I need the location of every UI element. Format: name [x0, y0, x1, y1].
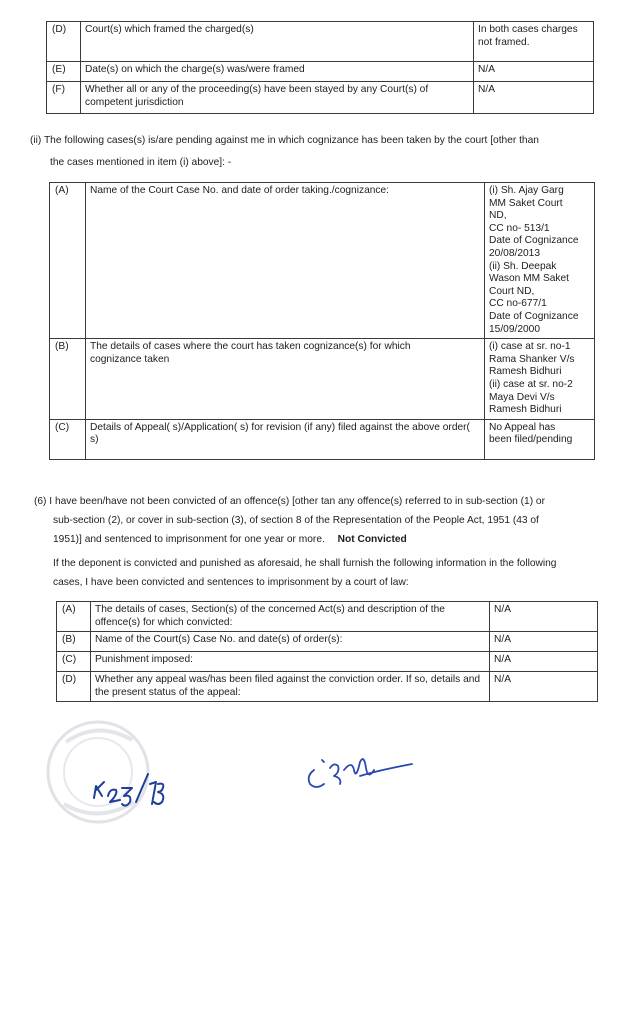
table-row: [50, 339, 595, 420]
paragraph-line: (ii) The following cases(s) is/are pending against me in which cognizance has been taken by the court [other than: [30, 135, 539, 146]
row-value: N/A: [474, 82, 594, 114]
conviction-table: [56, 601, 598, 702]
value-line: 15/09/2000: [489, 323, 540, 335]
row-label: (B): [57, 632, 91, 652]
value-line: ND,: [489, 210, 507, 222]
conviction-status: Not Convicted: [337, 534, 407, 545]
value-line: (ii) Sh. Deepak: [489, 260, 557, 272]
value-line: been filed/pending: [489, 434, 573, 446]
pending-cases-paragraph: [30, 131, 610, 172]
value-line: CC no- 513/1: [489, 222, 550, 234]
value-line: Maya Devi V/s: [489, 391, 555, 403]
row-description: Court(s) which framed the charged(s): [81, 22, 474, 62]
row-value: In both cases charges not framed.: [474, 22, 594, 62]
row-value: N/A: [474, 62, 594, 82]
conviction-paragraph: [34, 492, 614, 549]
paragraph-line-with-status: [34, 530, 614, 549]
value-line: Date of Cognizance: [489, 310, 579, 322]
value-line: Ramesh Bidhuri: [489, 404, 562, 416]
paragraph-line: the cases mentioned in item (i) above]: -: [50, 157, 232, 168]
signature: [300, 740, 430, 800]
row-label: (E): [47, 62, 81, 82]
table-row: [57, 632, 598, 652]
charges-table: [46, 21, 594, 114]
paragraph-line: If the deponent is convicted and punished as aforesaid, he shall furnish the following information in the following: [53, 558, 557, 569]
table-row: [57, 672, 598, 702]
value-line: 20/08/2013: [489, 247, 540, 259]
row-label: (C): [50, 419, 86, 459]
row-label: (B): [50, 339, 86, 420]
row-description: The details of cases, Section(s) of the concerned Act(s) and description of the offence(s) for which convicted:: [91, 602, 490, 632]
row-label: (C): [57, 652, 91, 672]
row-description: The details of cases where the court has taken cognizance(s) for which cognizance taken: [86, 339, 485, 420]
value-line: (ii) case at sr. no-2: [489, 378, 573, 390]
row-description: Name of the Court(s) Case No. and date(s) of order(s):: [91, 632, 490, 652]
value-line: Rama Shanker V/s: [489, 353, 575, 365]
row-label: (D): [57, 672, 91, 702]
stamp-handwritten-date: [94, 774, 163, 806]
row-value: [485, 339, 595, 420]
table-row: [50, 183, 595, 339]
row-label: (D): [47, 22, 81, 62]
value-line: Ramesh Bidhuri: [489, 366, 562, 378]
row-value: [485, 183, 595, 339]
table-row: [57, 602, 598, 632]
row-description: Details of Appeal( s)/Application( s) for revision (if any) filed against the above order( s): [86, 419, 485, 459]
value-line: Wason MM Saket: [489, 273, 570, 285]
notary-stamp: [36, 712, 166, 832]
row-description: Date(s) on which the charge(s) was/were framed: [81, 62, 474, 82]
paragraph-line: sub-section (2), or cover in sub-section (3), of section 8 of the Representation of the People Act, 1951 (43 of: [53, 515, 539, 526]
paragraph-line: (6) I have been/have not been convicted of an offence(s) [other tan any offence(s) referred to in sub-section (1) or: [34, 496, 545, 507]
deponent-paragraph: [53, 554, 613, 592]
row-value: N/A: [490, 602, 598, 632]
value-line: No Appeal has: [489, 421, 556, 433]
row-label: (A): [57, 602, 91, 632]
row-description: Name of the Court Case No. and date of order taking./cognizance:: [86, 183, 485, 339]
table-row: [47, 22, 594, 62]
value-line: (i) Sh. Ajay Garg: [489, 185, 564, 196]
row-description: Whether any appeal was/has been filed against the conviction order. If so, details and the present status of the appeal:: [91, 672, 490, 702]
row-value: N/A: [490, 652, 598, 672]
paragraph-line: cases, I have been convicted and sentences to imprisonment by a court of law:: [53, 577, 409, 588]
cognizance-table: [49, 182, 595, 460]
value-line: Date of Cognizance: [489, 235, 579, 247]
table-row: [47, 82, 594, 114]
row-value: N/A: [490, 632, 598, 652]
paragraph-line: 1951)] and sentenced to imprisonment for one year or more.: [53, 534, 325, 545]
value-line: MM Saket Court: [489, 197, 563, 209]
row-label: (F): [47, 82, 81, 114]
value-line: CC no-677/1: [489, 298, 547, 310]
value-line: Court ND,: [489, 285, 535, 297]
row-label: (A): [50, 183, 86, 339]
table-row: [47, 62, 594, 82]
value-line: (i) case at sr. no-1: [489, 341, 571, 353]
row-value: N/A: [490, 672, 598, 702]
row-description: Punishment imposed:: [91, 652, 490, 672]
table-row: [50, 419, 595, 459]
row-value: [485, 419, 595, 459]
row-description: Whether all or any of the proceeding(s) have been stayed by any Court(s) of competent jurisdiction: [81, 82, 474, 114]
table-row: [57, 652, 598, 672]
